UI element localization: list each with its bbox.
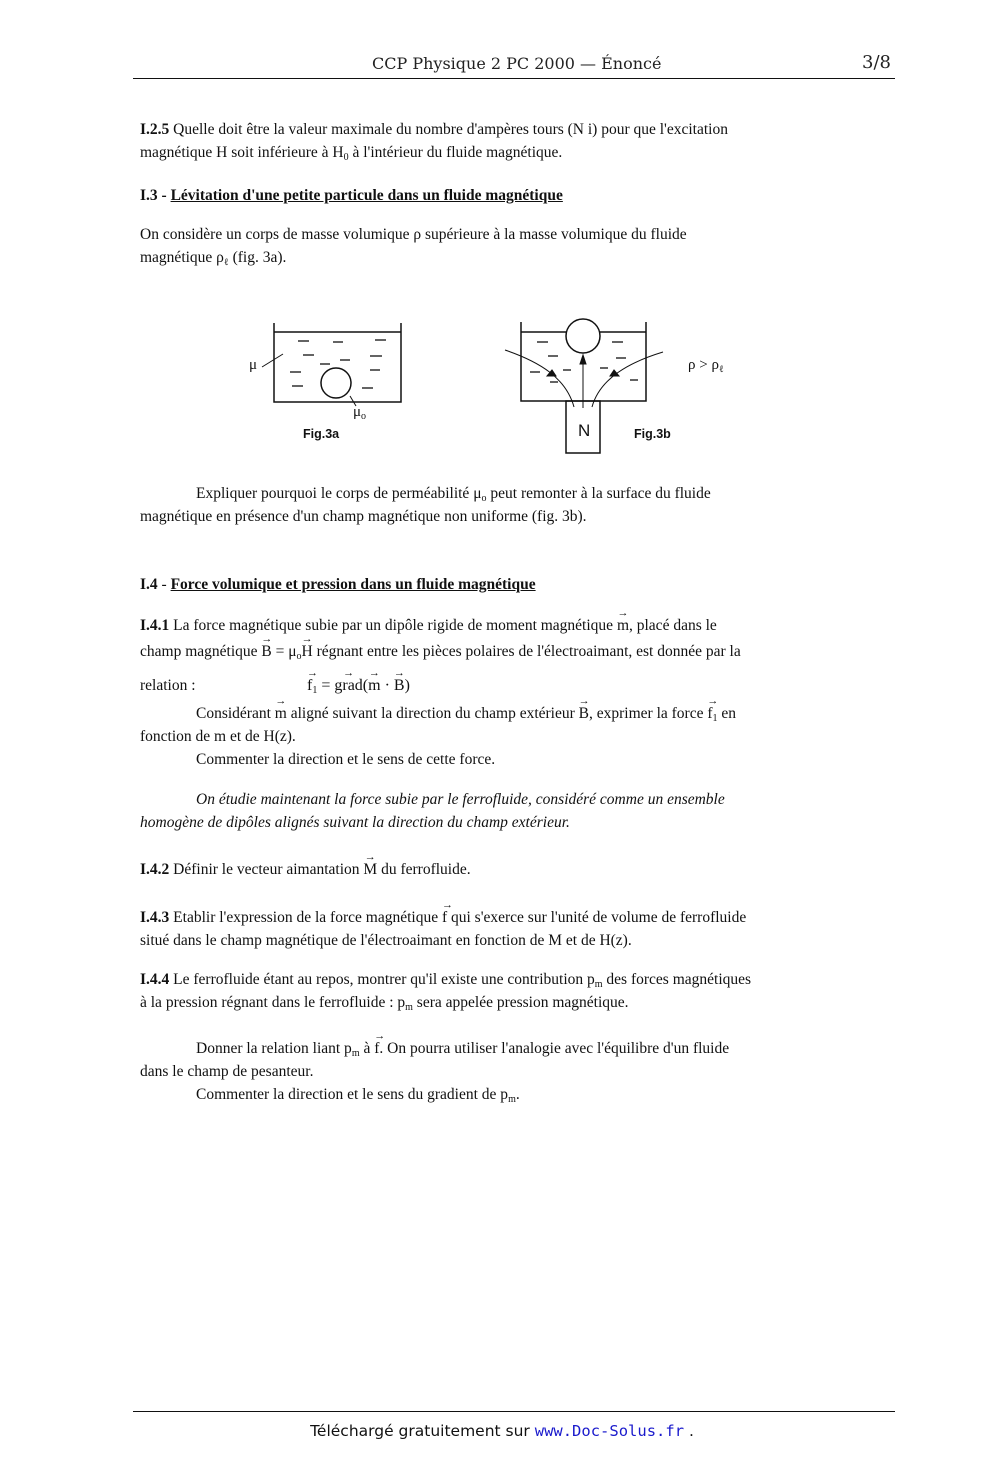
question-1-2-5: I.2.5 Quelle doit être la valeur maximale du nombre d'ampères tours (N i) pour que l'excitation magnétique H soit inférieure à $H_0$ à l'intérieur du fluide magnétique. xyxy=(140,121,728,163)
question-1-4-3: I.4.3 Etablir l'expression de la force magnétique → f qui s'exerce sur l'unité de volume de ferrofluide situé dans le champ magnétique de l'électroaimant en fonction de M et de H(z). xyxy=(140,906,887,952)
footer xyxy=(0,1422,1004,1440)
fig3-question: Expliquer pourquoi le corps de perméabilité $\mu_o$ peut remonter à la surface du fluide magnétique en présence d'un champ magnétique non uniforme (fig. 3b). xyxy=(140,485,711,525)
question-1-4-2: I.4.2 Définir le vecteur aimantation → M du ferrofluide. xyxy=(140,858,887,881)
header-rule xyxy=(133,78,895,79)
question-1-4-1-line2: champ magnétique → $B = \mu_o\to H$ régnant entre les pièces polaires de l'électroaimant, est donnée par la xyxy=(140,640,887,663)
question-1-4-4: I.4.4 Le ferrofluide étant au repos, montrer qu'il existe une contribution $p_m$ des forces magnétiques à la pression régnant dans le ferrofluide : $p_m$ sera appelée pression magnétique. xyxy=(140,971,752,1013)
question-1-4-1-considering: Considérant → m aligné suivant la direction du champ extérieur → B, exprimer la force → $f_1$ en fonction de m et de H(z). xyxy=(140,702,887,748)
section-1-3-intro: On considère un corps de masse volumique ρ supérieure à la masse volumique du fluide magnétique $\rho_\ell$ (fig. 3a). xyxy=(140,226,687,268)
footer-text: Téléchargé gratuitement sur xyxy=(310,1422,535,1440)
force-equation: → $f_1$ = → grad(→ m · → B) xyxy=(307,674,507,697)
question-1-4-1-relation-label: relation : xyxy=(140,677,196,694)
question-1-4-1-line1: I.4.1 La force magnétique subie par un dipôle rigide de moment magnétique → m, placé dans le xyxy=(140,614,887,637)
question-1-4-1-comment: Commenter la direction et le sens de cette force. xyxy=(196,751,496,768)
question-1-4-4-comment: Commenter la direction et le sens du gradient de $p_m$. xyxy=(196,1086,520,1105)
figure-3 xyxy=(0,310,1004,460)
footer-rule xyxy=(133,1411,895,1412)
fig3b-field-lines xyxy=(505,350,663,408)
fig3a-fluid-dashes xyxy=(290,340,386,388)
section-1-4-heading: I.4 - Force volumique et pression dans un fluide magnétique xyxy=(140,576,536,593)
fig3a-mu0-label: $\mu_o$ xyxy=(353,404,367,422)
page-number: 3/8 xyxy=(862,52,891,73)
fig3a-caption: Fig.3a xyxy=(303,427,340,441)
fig3a-mu-leader xyxy=(262,354,283,367)
question-1-4-4-relation: Donner la relation liant $p_m$ à → f. On pourra utiliser l'analogie avec l'équilibre d'un fluide dans le champ de pesanteur. xyxy=(140,1037,887,1083)
fig3a-container xyxy=(274,323,401,402)
section-1-3-heading: I.3 - Lévitation d'une petite particule dans un fluide magnétique xyxy=(140,187,563,204)
running-header-title: CCP Physique 2 PC 2000 — Énoncé xyxy=(372,54,662,73)
fig3b-density-condition: $\rho > \rho_\ell$ xyxy=(688,357,724,375)
fig3b-caption: Fig.3b xyxy=(634,427,671,441)
footer-link[interactable]: www.Doc-Solus.fr xyxy=(534,1422,685,1440)
fig3a-mu-label: μ xyxy=(249,357,258,373)
magnet-north-label: N xyxy=(578,421,591,440)
ferrofluid-note: On étudie maintenant la force subie par le ferrofluide, considéré comme un ensemble homogène de dipôles alignés suivant la direction du champ extérieur. xyxy=(140,791,725,831)
footer-end: . xyxy=(684,1422,694,1440)
